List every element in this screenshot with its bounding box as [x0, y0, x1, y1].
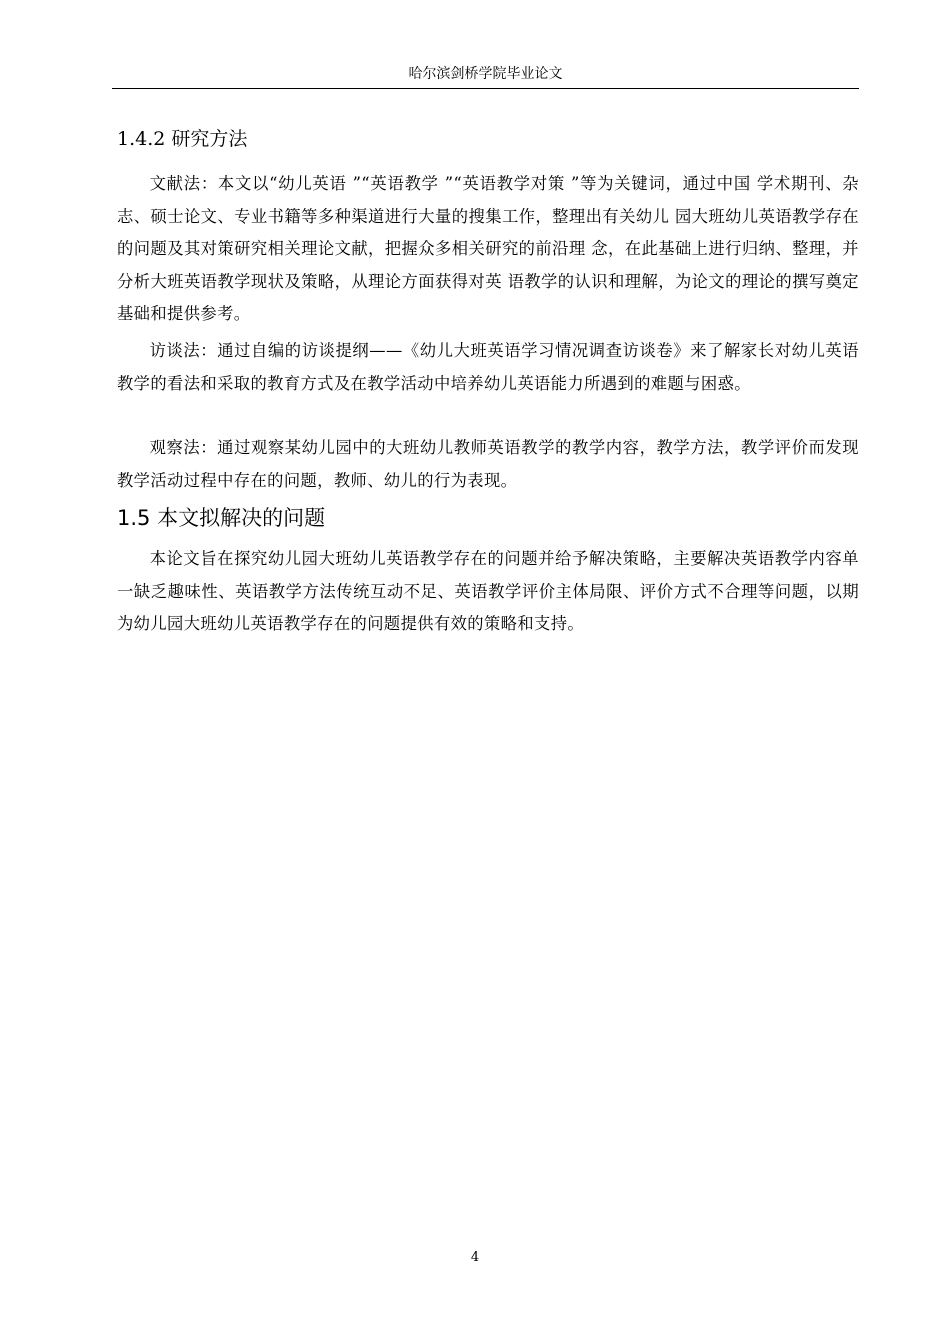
- paragraph-problems-to-solve: 本论文旨在探究幼儿园大班幼儿英语教学存在的问题并给予解决策略，主要解决英语教学内容单一缺乏趣味性、英语教学方法传统互动不足、英语教学评价主体局限、评价方式不合理等问题，以期为幼儿园大班幼儿英语教学存在的问题提供有效的策略和支持。: [117, 549, 859, 633]
- header-title: 哈尔滨剑桥学院毕业论文: [408, 66, 563, 82]
- paragraph-literature-method: 文献法：本文以“幼儿英语 ”“英语教学 ”“英语教学对策 ”等为关键词，通过中国 学术期刊、杂志、硕士论文、专业书籍等多种渠道进行大量的搜集工作，整理出有关幼儿 园大班幼儿英语教学存在的问题及其对策研究相关理论文献，把握众多相关研究的前沿理 念，在此基础上进行归纳、整理，并分析大班英语教学现状及策略，从理论方面获得对英 语教学的认识和理解，为论文的理论的撰写奠定基础和提供参考。: [117, 174, 859, 323]
- page-number: 4: [470, 1250, 480, 1265]
- page-header: [112, 64, 859, 89]
- section-heading-problems-to-solve: 1.5 本文拟解决的问题: [117, 506, 326, 530]
- section-heading-research-methods: 1.4.2 研究方法: [117, 128, 248, 150]
- paragraph-observation-method: 观察法：通过观察某幼儿园中的大班幼儿教师英语教学的教学内容，教学方法，教学评价而发现教学活动过程中存在的问题，教师、幼儿的行为表现。: [117, 438, 859, 490]
- paragraph-interview-method: 访谈法：通过自编的访谈提纲——《幼儿大班英语学习情况调查访谈卷》来了解家长对幼儿英语教学的看法和采取的教育方式及在教学活动中培养幼儿英语能力所遇到的难题与困惑。: [117, 341, 859, 393]
